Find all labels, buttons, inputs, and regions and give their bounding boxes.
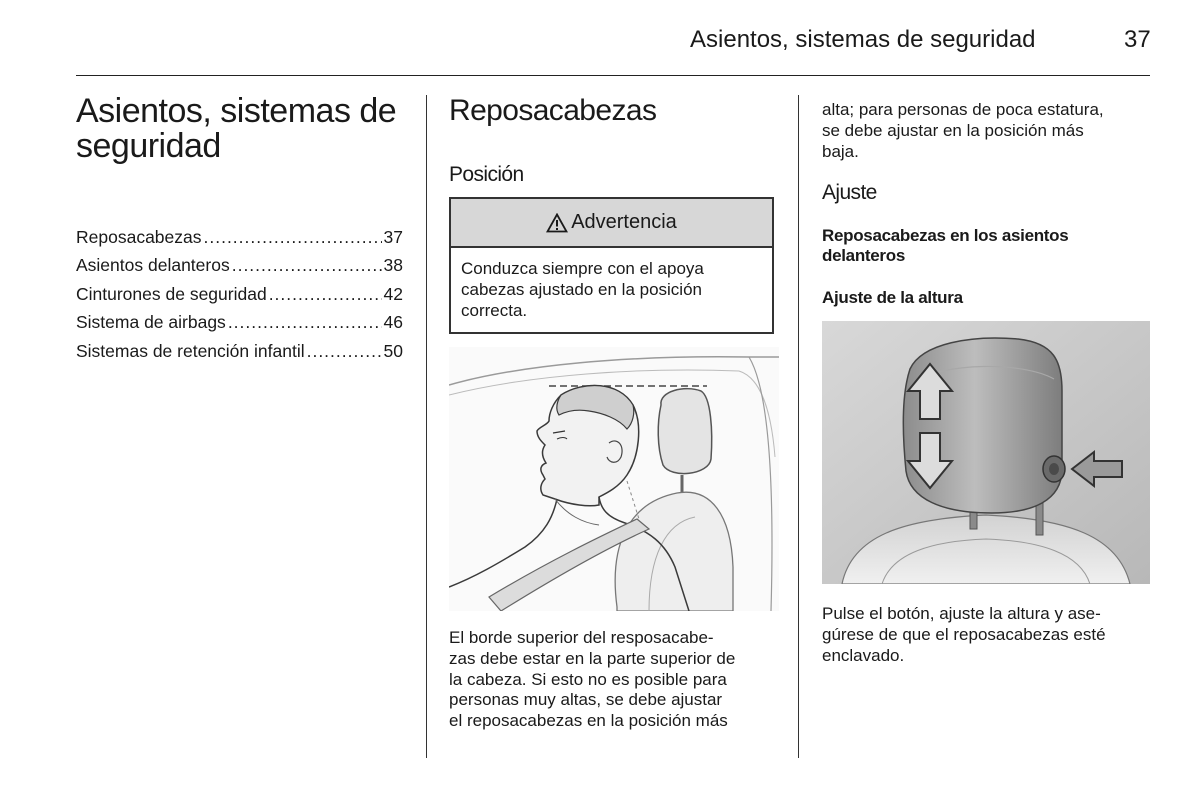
toc-entry-retencion-infantil[interactable] bbox=[76, 337, 403, 366]
header-rule bbox=[76, 75, 1150, 76]
height-adjust-heading: Ajuste de la altura bbox=[822, 288, 963, 307]
section-subtitle: Posición bbox=[449, 163, 524, 186]
paragraph-line: baja. bbox=[822, 141, 859, 161]
toc-entry-label: Sistema de airbags bbox=[76, 312, 226, 333]
toc-entry-reposacabezas[interactable] bbox=[76, 223, 403, 252]
paragraph-line: gúrese de que el reposacabezas esté bbox=[822, 624, 1106, 644]
toc-entry-page: 37 bbox=[383, 226, 403, 247]
running-header-title: Asientos, sistemas de seguridad bbox=[690, 26, 1036, 53]
paragraph-line: Pulse el botón, ajuste la altura y ase- bbox=[822, 604, 1101, 623]
adjust-paragraph bbox=[822, 604, 1152, 666]
warning-line: cabezas ajustado en la posición bbox=[461, 279, 702, 299]
warning-title: Advertencia bbox=[571, 211, 677, 233]
warning-line: Conduzca siempre con el apoya bbox=[461, 259, 704, 278]
toc-dot-leader bbox=[204, 227, 382, 248]
toc-entry-airbags[interactable] bbox=[76, 309, 403, 338]
adjust-heading: Ajuste bbox=[822, 181, 877, 204]
toc-entry-label: Asientos delanteros bbox=[76, 255, 230, 276]
paragraph-line: alta; para personas de poca estatura, bbox=[822, 100, 1104, 119]
warning-text bbox=[451, 248, 772, 321]
paragraph-line: se debe ajustar en la posición más bbox=[822, 120, 1084, 140]
toc-entry-page: 46 bbox=[383, 312, 403, 333]
paragraph-line: enclavado. bbox=[822, 645, 905, 665]
heading-line: Reposacabezas en los asientos bbox=[822, 226, 1069, 245]
toc-dot-leader bbox=[269, 284, 382, 305]
column-divider-left bbox=[426, 95, 427, 758]
paragraph-line: El borde superior del resposacabe- bbox=[449, 628, 714, 647]
toc-entry-label: Reposacabezas bbox=[76, 226, 202, 247]
toc-entry-cinturones[interactable] bbox=[76, 280, 403, 309]
warning-header bbox=[451, 199, 772, 248]
warning-box bbox=[449, 197, 774, 334]
chapter-title: Asientos, sistemas de seguridad bbox=[76, 92, 397, 165]
toc-entry-page: 50 bbox=[383, 340, 403, 361]
toc-dot-leader bbox=[228, 312, 382, 333]
toc-entry-label: Sistemas de retención infantil bbox=[76, 340, 305, 361]
page-number: 37 bbox=[1124, 26, 1151, 53]
toc-entry-page: 42 bbox=[383, 283, 403, 304]
toc-dot-leader bbox=[307, 341, 382, 362]
position-paragraph bbox=[449, 628, 779, 732]
column-divider-right bbox=[798, 95, 799, 758]
headrest-height-adjust-illustration bbox=[822, 321, 1150, 584]
section-title: Reposacabezas bbox=[449, 94, 657, 127]
heading-line: delanteros bbox=[822, 246, 905, 265]
toc-entry-asientos-delanteros[interactable] bbox=[76, 252, 403, 281]
front-seat-headrest-heading bbox=[822, 226, 1152, 266]
toc-entry-label: Cinturones de seguridad bbox=[76, 283, 267, 304]
paragraph-line: zas debe estar en la parte superior de bbox=[449, 648, 736, 668]
paragraph-line: personas muy altas, se debe ajustar bbox=[449, 690, 723, 710]
paragraph-line: el reposacabezas en la posición más bbox=[449, 711, 728, 731]
headrest-position-illustration bbox=[449, 347, 779, 611]
toc-entry-page: 38 bbox=[383, 255, 403, 276]
paragraph-line: la cabeza. Si esto no es posible para bbox=[449, 669, 727, 689]
toc-dot-leader bbox=[232, 255, 382, 276]
continuation-paragraph bbox=[822, 100, 1152, 162]
table-of-contents bbox=[76, 223, 403, 366]
warning-triangle-icon bbox=[546, 213, 568, 233]
warning-line: correcta. bbox=[461, 300, 528, 320]
